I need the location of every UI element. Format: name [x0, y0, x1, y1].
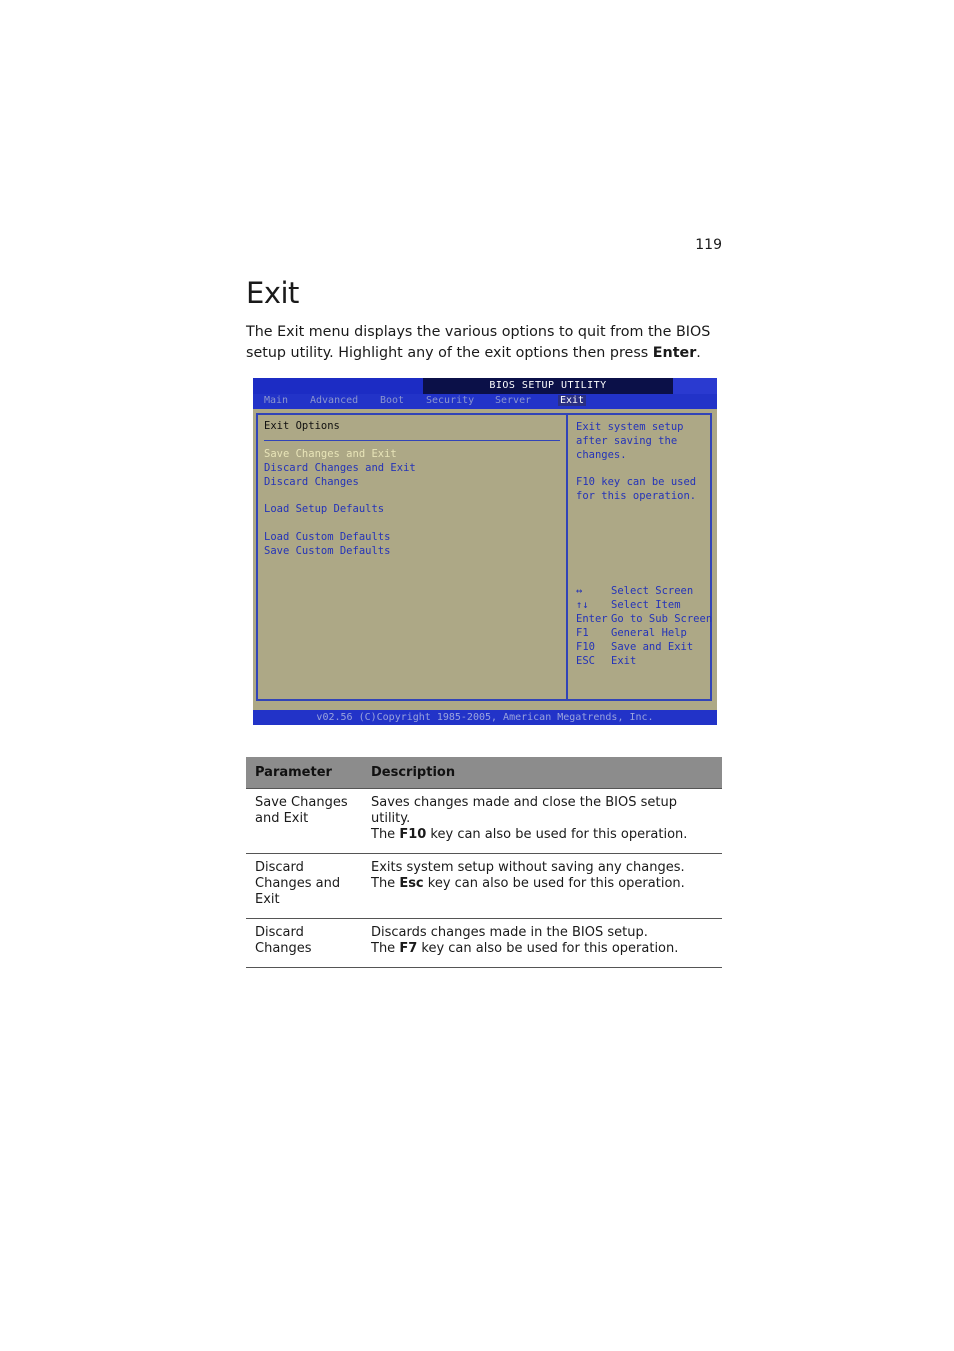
bios-body [253, 409, 717, 710]
table-row [246, 919, 722, 968]
key-action: General Help [611, 627, 687, 639]
table-row [246, 789, 722, 854]
parameter-cell [246, 789, 362, 854]
help-line: F10 key can be used [576, 476, 697, 488]
key-name: F1 [576, 627, 589, 639]
title-bar-segment [253, 378, 423, 394]
parameter-cell [246, 854, 362, 919]
menu-main[interactable]: Main [264, 395, 289, 406]
column-header-parameter: Parameter [246, 757, 362, 789]
bios-divider [566, 413, 568, 701]
key-legend-row [576, 599, 681, 611]
menu-security[interactable]: Security [426, 395, 475, 406]
parameter-line: Save Changes [255, 795, 348, 810]
option-save-custom-defaults[interactable]: Save Custom Defaults [264, 545, 391, 557]
bios-copyright-footer: v02.56 (C)Copyright 1985-2005, American Megatrends, Inc. [253, 710, 717, 725]
description-cell [362, 789, 722, 854]
parameter-line: Exit [255, 892, 280, 907]
menu-advanced[interactable]: Advanced [310, 395, 359, 406]
description-text: key can also be used for this operation. [417, 941, 679, 956]
bios-title: BIOS SETUP UTILITY [489, 380, 607, 391]
option-load-custom-defaults[interactable]: Load Custom Defaults [264, 531, 391, 543]
option-save-changes-and-exit[interactable]: Save Changes and Exit [264, 448, 397, 460]
description-text: The [371, 827, 400, 842]
option-discard-changes-and-exit[interactable]: Discard Changes and Exit [264, 462, 416, 474]
page-title: Exit [246, 276, 299, 310]
menu-exit[interactable]: Exit [560, 395, 585, 406]
description-line: Discards changes made in the BIOS setup. [371, 925, 648, 940]
description-cell [362, 854, 722, 919]
key-legend-row [576, 627, 687, 639]
table-row [246, 854, 722, 919]
table-header-row [246, 757, 722, 789]
parameter-cell [246, 919, 362, 968]
parameter-line: Discard [255, 925, 304, 940]
description-text: The [371, 876, 400, 891]
description-text: key can also be used for this operation. [426, 827, 688, 842]
key-legend-row [576, 613, 712, 625]
description-line: Saves changes made and close the BIOS setup utility. [371, 795, 677, 826]
title-bar-segment [673, 378, 717, 394]
parameter-line: Changes [255, 941, 312, 956]
menu-server[interactable]: Server [495, 395, 532, 406]
help-line: after saving the [576, 435, 678, 447]
key-action: Select Screen [611, 585, 694, 597]
key-name: F10 [576, 641, 595, 653]
option-discard-changes[interactable]: Discard Changes [264, 476, 359, 488]
intro-key-enter: Enter [652, 345, 697, 361]
description-text: key can also be used for this operation. [423, 876, 685, 891]
parameter-line: Discard [255, 860, 304, 875]
key-action: Go to Sub Screen [611, 613, 713, 625]
bios-title-bar [253, 378, 717, 394]
exit-options-header: Exit Options [264, 420, 340, 432]
key-action: Save and Exit [611, 641, 694, 653]
description-cell [362, 919, 722, 968]
key-action: Exit [611, 655, 637, 667]
key-legend-row [576, 655, 636, 667]
column-header-description: Description [362, 757, 722, 789]
key-legend-row [576, 641, 693, 653]
parameter-line: Changes and [255, 876, 341, 891]
description-line: Exits system setup without saving any changes. [371, 860, 685, 875]
left-right-arrow-icon: ↔ [576, 585, 583, 597]
header-rule [264, 440, 560, 441]
intro-paragraph [246, 322, 726, 364]
option-load-setup-defaults[interactable]: Load Setup Defaults [264, 503, 385, 515]
intro-text-end: . [696, 345, 701, 361]
page-number: 119 [695, 237, 722, 253]
description-text: The [371, 941, 400, 956]
key-legend-row [576, 585, 693, 597]
description-key: F7 [399, 941, 418, 956]
key-name: ESC [576, 655, 595, 667]
description-key: Esc [399, 876, 424, 891]
help-line: changes. [576, 449, 627, 461]
menu-boot[interactable]: Boot [380, 395, 405, 406]
bios-menu-bar [253, 394, 717, 409]
help-line: for this operation. [576, 490, 697, 502]
key-name: Enter [576, 613, 608, 625]
parameter-line: and Exit [255, 811, 309, 826]
parameter-table [246, 757, 722, 968]
intro-text: The Exit menu displays the various options to quit from the BIOS setup utility. Highlight any of the exit options then press [246, 324, 711, 361]
bios-screenshot [253, 378, 717, 725]
key-action: Select Item [611, 599, 681, 611]
up-down-arrow-icon: ↑↓ [576, 599, 589, 611]
description-key: F10 [399, 827, 427, 842]
help-line: Exit system setup [576, 421, 684, 433]
